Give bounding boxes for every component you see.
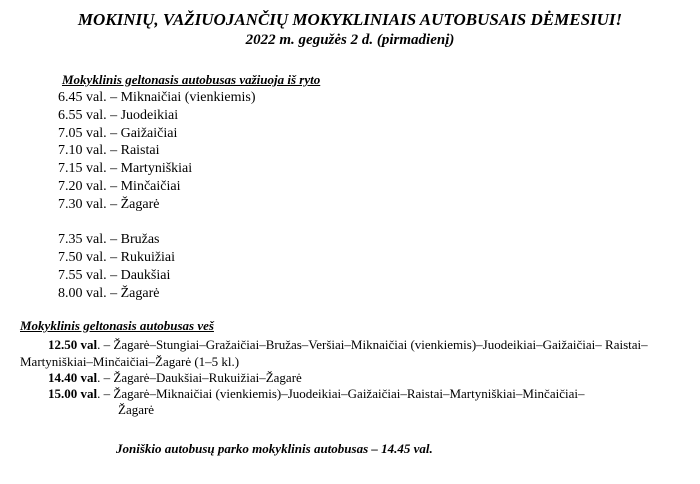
schedule-item: 7.20 val. – Minčaičiai xyxy=(58,178,181,194)
route-time: 14.40 val xyxy=(48,370,98,385)
schedule-item: 8.00 val. – Žagarė xyxy=(58,285,160,301)
schedule-item: 6.55 val. – Juodeikiai xyxy=(58,107,179,123)
schedule-item: 7.15 val. – Martyniškiai xyxy=(58,161,193,177)
return-route xyxy=(48,385,584,402)
schedule-item: 7.50 val. – Rukuižiai xyxy=(58,250,176,266)
schedule-item: 7.55 val. – Daukšiai xyxy=(58,267,171,283)
schedule-item: 7.05 val. – Gaižaičiai xyxy=(58,125,178,141)
return-route xyxy=(48,369,302,386)
list-spacer xyxy=(58,214,256,232)
route-text: . – Žagarė–Stungiai–Gražaičiai–Bružas–Veršiai–Miknaičiai (vienkiemis)–Juodeikiai–Gaižaičiai– Raistai– xyxy=(97,337,648,352)
route-time: 15.00 val xyxy=(48,386,98,401)
footer-note: Joniškio autobusų parko mokyklinis autobusas – 14.45 val. xyxy=(116,441,433,456)
route-text: . – Žagarė–Daukšiai–Rukuižiai–Žagarė xyxy=(97,370,302,385)
schedule-item: 7.10 val. – Raistai xyxy=(58,143,160,159)
return-route xyxy=(48,336,648,353)
return-route-continuation: Žagarė xyxy=(118,402,155,417)
page-title: MOKINIŲ, VAŽIUOJANČIŲ MOKYKLINIAIS AUTOBUSAIS DĖMESIUI! xyxy=(77,10,623,29)
schedule-item: 7.30 val. – Žagarė xyxy=(58,196,160,212)
return-route-continuation: Martyniškiai–Minčaičiai–Žagarė (1–5 kl.) xyxy=(20,354,240,369)
schedule-item: 7.35 val. – Bružas xyxy=(58,232,160,248)
schedule-item: 6.45 val. – Miknaičiai (vienkiemis) xyxy=(58,90,256,105)
morning-schedule-list xyxy=(58,89,256,303)
route-time: 12.50 val xyxy=(48,337,98,352)
page-date: 2022 m. gegužės 2 d. (pirmadienį) xyxy=(245,32,455,48)
route-text: . – Žagarė–Miknaičiai (vienkiemis)–Juodeikiai–Gaižaičiai–Raistai–Martyniškiai–Minčaičiai– xyxy=(97,386,585,401)
morning-heading: Mokyklinis geltonasis autobusas važiuoja iš ryto xyxy=(62,72,321,87)
return-heading: Mokyklinis geltonasis autobusas veš xyxy=(20,318,214,333)
